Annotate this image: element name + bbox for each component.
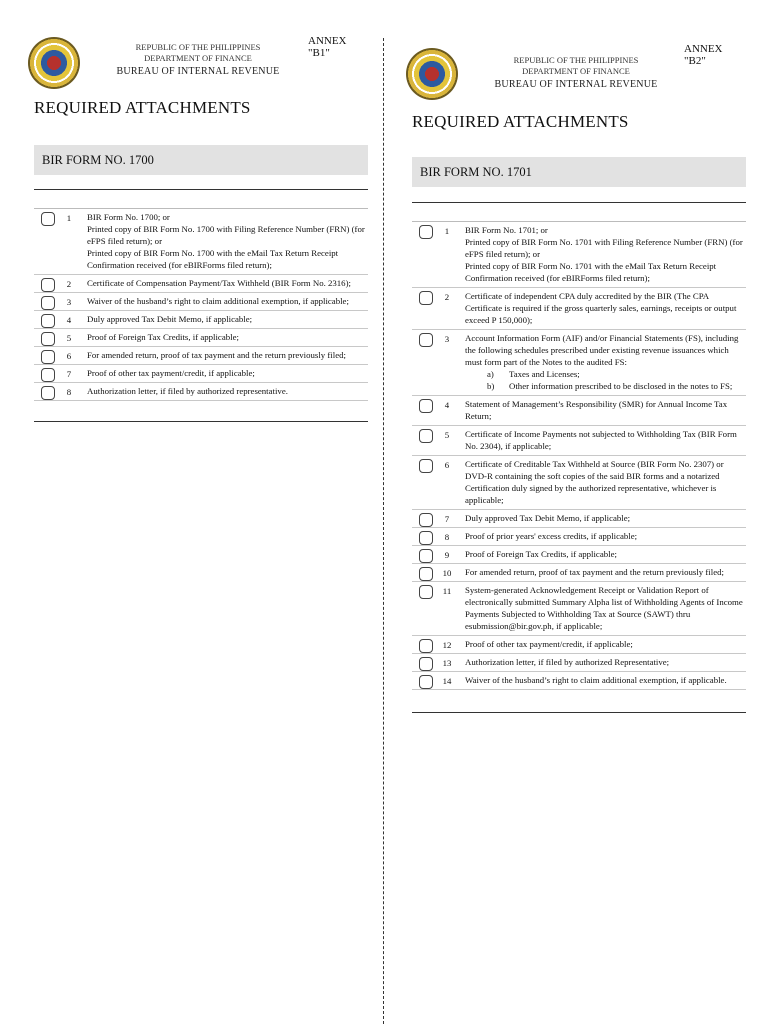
item-number: 3 bbox=[444, 334, 450, 344]
item-text bbox=[465, 456, 746, 509]
attachment-row bbox=[412, 510, 746, 528]
item-line: Printed copy of BIR Form No. 1700 with the eMail Tax Return Receipt Confirmation received (for eBIRForms filed return); bbox=[87, 248, 339, 270]
item-line: Certificate of independent CPA duly accredited by the BIR (The CPA Certificate is required if the gross quarterly sales, earnings, receipts or output exceed P 150,000); bbox=[465, 291, 737, 325]
form-number-bar: BIR FORM NO. 1701 bbox=[412, 157, 746, 187]
checkbox[interactable] bbox=[41, 368, 55, 382]
item-text bbox=[87, 347, 368, 364]
checkbox[interactable] bbox=[419, 513, 433, 527]
attachment-row bbox=[412, 222, 746, 288]
item-number: 8 bbox=[444, 532, 450, 542]
page-divider bbox=[383, 38, 384, 1024]
header-line-1: REPUBLIC OF THE PHILIPPINES bbox=[135, 42, 261, 52]
bir-seal-logo bbox=[28, 37, 80, 89]
rule-line bbox=[34, 421, 368, 422]
attachment-row bbox=[412, 456, 746, 510]
item-number: 9 bbox=[444, 550, 450, 560]
item-number: 8 bbox=[66, 387, 72, 397]
item-text bbox=[87, 329, 368, 346]
header-line-2: DEPARTMENT OF FINANCE bbox=[522, 66, 630, 76]
item-line: Account Information Form (AIF) and/or Financial Statements (FS), including the following schedules prescribed under existing revenue issuances which must form part of the Notes to the audited FS: bbox=[465, 333, 739, 367]
checkbox[interactable] bbox=[41, 332, 55, 346]
item-number: 10 bbox=[442, 568, 452, 578]
item-line: Authorization letter, if filed by authorized representative. bbox=[87, 386, 288, 396]
item-line: Certificate of Creditable Tax Withheld at Source (BIR Form No. 2307) or DVD-R containing the soft copies of the said BIR forms and a notarized Certification duly signed by the authorized representative, whichever is applicable; bbox=[465, 459, 724, 505]
checkbox[interactable] bbox=[41, 278, 55, 292]
checkbox[interactable] bbox=[41, 314, 55, 328]
header-line-1: REPUBLIC OF THE PHILIPPINES bbox=[513, 55, 639, 65]
rule-line bbox=[34, 189, 368, 190]
attachment-row bbox=[412, 654, 746, 672]
checkbox[interactable] bbox=[419, 531, 433, 545]
item-line: Proof of Foreign Tax Credits, if applicable; bbox=[465, 549, 617, 559]
checkbox[interactable] bbox=[419, 657, 433, 671]
item-line: Proof of Foreign Tax Credits, if applicable; bbox=[87, 332, 239, 342]
checkbox[interactable] bbox=[419, 333, 433, 347]
item-number: 5 bbox=[66, 333, 72, 343]
rule-line bbox=[412, 712, 746, 713]
sub-item-text: Taxes and Licenses; bbox=[509, 369, 580, 379]
attachment-row bbox=[34, 275, 368, 293]
item-line: Proof of other tax payment/credit, if applicable; bbox=[87, 368, 255, 378]
item-text bbox=[87, 209, 368, 274]
attachment-row bbox=[412, 672, 746, 690]
sub-item-text: Other information prescribed to be disclosed in the notes to FS; bbox=[509, 381, 733, 391]
checkbox[interactable] bbox=[419, 225, 433, 239]
checkbox[interactable] bbox=[419, 459, 433, 473]
item-line: Proof of prior years' excess credits, if applicable; bbox=[465, 531, 638, 541]
checkbox[interactable] bbox=[419, 675, 433, 689]
item-text bbox=[465, 510, 746, 527]
checkbox[interactable] bbox=[419, 585, 433, 599]
attachment-list bbox=[412, 221, 746, 690]
attachment-row bbox=[412, 564, 746, 582]
item-line: For amended return, proof of tax payment and the return previously filed; bbox=[87, 350, 346, 360]
item-text bbox=[465, 582, 746, 635]
agency-header bbox=[486, 55, 666, 90]
attachment-row bbox=[34, 209, 368, 275]
header-line-3: BUREAU OF INTERNAL REVENUE bbox=[494, 79, 658, 90]
checkbox[interactable] bbox=[419, 639, 433, 653]
item-number: 7 bbox=[444, 514, 450, 524]
item-line: System-generated Acknowledgement Receipt or Validation Report of electronically submitted Summary Alpha list of Withholding Agents of Income Payments Subjected to Withholding Tax at Source (SAWT) thru esubmission@bir.gov.ph, if applicable; bbox=[465, 585, 743, 631]
page-title: REQUIRED ATTACHMENTS bbox=[412, 112, 629, 131]
item-number: 6 bbox=[66, 351, 72, 361]
item-line: BIR Form No. 1701; or bbox=[465, 225, 548, 235]
page-title: REQUIRED ATTACHMENTS bbox=[34, 98, 251, 117]
item-number: 5 bbox=[444, 430, 450, 440]
item-text bbox=[87, 383, 368, 400]
checkbox[interactable] bbox=[41, 212, 55, 226]
checkbox[interactable] bbox=[419, 549, 433, 563]
attachment-row bbox=[34, 347, 368, 365]
sub-item bbox=[487, 380, 746, 392]
item-number: 4 bbox=[66, 315, 72, 325]
checkbox[interactable] bbox=[419, 567, 433, 581]
item-text bbox=[87, 275, 368, 292]
attachment-row bbox=[412, 528, 746, 546]
item-line: For amended return, proof of tax payment and the return previously filed; bbox=[465, 567, 724, 577]
item-number: 11 bbox=[442, 586, 452, 596]
agency-header bbox=[108, 42, 288, 77]
bir-seal-logo bbox=[406, 48, 458, 100]
header-line-3: BUREAU OF INTERNAL REVENUE bbox=[116, 66, 280, 77]
item-text bbox=[87, 311, 368, 328]
form-number-bar: BIR FORM NO. 1700 bbox=[34, 145, 368, 175]
annex-label: ANNEX "B1" bbox=[308, 35, 347, 59]
item-text bbox=[465, 564, 746, 581]
item-number: 13 bbox=[442, 658, 452, 668]
checkbox[interactable] bbox=[419, 291, 433, 305]
item-number: 4 bbox=[444, 400, 450, 410]
item-text bbox=[465, 654, 746, 671]
item-line: Proof of other tax payment/credit, if applicable; bbox=[465, 639, 633, 649]
item-line: Printed copy of BIR Form No. 1700 with Filing Reference Number (FRN) (for eFPS filed return); or bbox=[87, 224, 365, 246]
rule-line bbox=[412, 202, 746, 203]
item-line: Duly approved Tax Debit Memo, if applicable; bbox=[87, 314, 253, 324]
attachment-row bbox=[412, 288, 746, 330]
item-text bbox=[465, 330, 746, 395]
item-number: 2 bbox=[66, 279, 72, 289]
item-number: 1 bbox=[444, 226, 450, 236]
item-text bbox=[87, 365, 368, 382]
sub-item bbox=[487, 368, 746, 380]
item-number: 6 bbox=[444, 460, 450, 470]
item-text bbox=[465, 222, 746, 287]
attachment-row bbox=[34, 329, 368, 347]
item-number: 14 bbox=[442, 676, 452, 686]
item-number: 1 bbox=[66, 213, 72, 223]
item-text bbox=[465, 288, 746, 329]
item-line: Printed copy of BIR Form No. 1701 with the eMail Tax Return Receipt Confirmation received (for eBIRForms filed return); bbox=[465, 261, 717, 283]
item-line: BIR Form No. 1700; or bbox=[87, 212, 170, 222]
checkbox[interactable] bbox=[41, 386, 55, 400]
annex-label: ANNEX "B2" bbox=[684, 43, 723, 67]
item-text bbox=[465, 396, 746, 425]
attachment-row bbox=[34, 365, 368, 383]
item-line: Authorization letter, if filed by authorized Representative; bbox=[465, 657, 670, 667]
attachment-row bbox=[412, 546, 746, 564]
item-text bbox=[465, 672, 746, 689]
attachment-row bbox=[34, 293, 368, 311]
attachment-row bbox=[412, 426, 746, 456]
item-line: Statement of Management’s Responsibility (SMR) for Annual Income Tax Return; bbox=[465, 399, 728, 421]
checkbox[interactable] bbox=[41, 350, 55, 364]
item-text bbox=[465, 426, 746, 455]
item-line: Waiver of the husband’s right to claim additional exemption, if applicable. bbox=[465, 675, 727, 685]
item-text bbox=[87, 293, 368, 310]
item-text bbox=[465, 528, 746, 545]
item-number: 2 bbox=[444, 292, 450, 302]
attachment-row bbox=[412, 582, 746, 636]
sub-item-mark: b) bbox=[487, 381, 495, 391]
attachment-list bbox=[34, 208, 368, 401]
attachment-row bbox=[34, 311, 368, 329]
item-text bbox=[465, 546, 746, 563]
attachment-row bbox=[412, 330, 746, 396]
item-line: Certificate of Compensation Payment/Tax Withheld (BIR Form No. 2316); bbox=[87, 278, 351, 288]
attachment-row bbox=[412, 636, 746, 654]
item-number: 7 bbox=[66, 369, 72, 379]
checkbox[interactable] bbox=[41, 296, 55, 310]
item-number: 12 bbox=[442, 640, 452, 650]
sub-item-mark: a) bbox=[487, 369, 494, 379]
attachment-row bbox=[412, 396, 746, 426]
attachment-row bbox=[34, 383, 368, 401]
checkbox[interactable] bbox=[419, 429, 433, 443]
item-line: Waiver of the husband’s right to claim additional exemption, if applicable; bbox=[87, 296, 349, 306]
item-line: Printed copy of BIR Form No. 1701 with Filing Reference Number (FRN) (for eFPS filed return); or bbox=[465, 237, 743, 259]
item-number: 3 bbox=[66, 297, 72, 307]
item-text bbox=[465, 636, 746, 653]
item-line: Duly approved Tax Debit Memo, if applicable; bbox=[465, 513, 631, 523]
checkbox[interactable] bbox=[419, 399, 433, 413]
header-line-2: DEPARTMENT OF FINANCE bbox=[144, 53, 252, 63]
item-line: Certificate of Income Payments not subjected to Withholding Tax (BIR Form No. 2304), if applicable; bbox=[465, 429, 737, 451]
